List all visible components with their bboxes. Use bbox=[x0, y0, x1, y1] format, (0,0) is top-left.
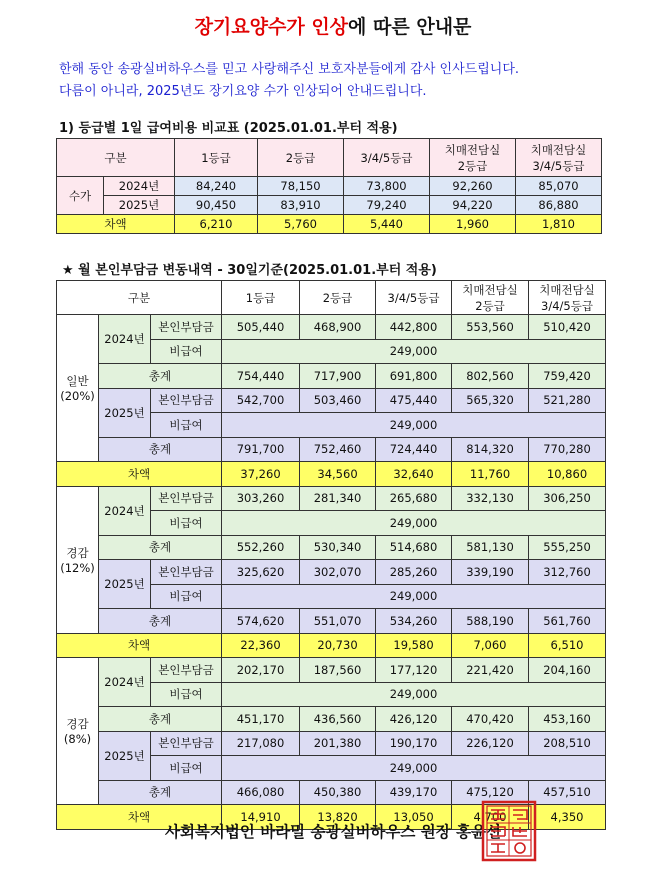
table-cell: 226,120 bbox=[452, 731, 529, 756]
diff-cell: 6,210 bbox=[175, 215, 258, 234]
table-cell: 505,440 bbox=[222, 315, 300, 340]
header-grade345: 3/4/5등급 bbox=[376, 281, 452, 315]
table-cell: 86,880 bbox=[516, 196, 602, 215]
total-cell: 457,510 bbox=[529, 780, 606, 805]
table-cell: 73,800 bbox=[344, 177, 430, 196]
diff-cell: 5,760 bbox=[258, 215, 344, 234]
total-label: 총계 bbox=[99, 364, 222, 389]
copay-label: 본인부담금 bbox=[151, 388, 222, 413]
table-cell: 79,240 bbox=[344, 196, 430, 215]
diff-cell: 20,730 bbox=[300, 633, 376, 658]
table-cell: 190,170 bbox=[376, 731, 452, 756]
year-label: 2024년 bbox=[99, 486, 151, 535]
group-label: 경감 (8%) bbox=[57, 658, 99, 805]
diff-cell: 14,910 bbox=[222, 805, 300, 830]
table-cell: 92,260 bbox=[430, 177, 516, 196]
total-cell: 436,560 bbox=[300, 707, 376, 732]
total-cell: 552,260 bbox=[222, 535, 300, 560]
fee-comparison-table bbox=[56, 138, 602, 234]
diff-cell: 4,350 bbox=[529, 805, 606, 830]
header-dementia-grade345: 치매전담실 3/4/5등급 bbox=[529, 281, 606, 315]
table-cell: 285,260 bbox=[376, 560, 452, 585]
table-cell: 303,260 bbox=[222, 486, 300, 511]
total-cell: 802,560 bbox=[452, 364, 529, 389]
total-cell: 439,170 bbox=[376, 780, 452, 805]
noncovered-label: 비급여 bbox=[151, 511, 222, 536]
table-cell: 90,450 bbox=[175, 196, 258, 215]
noncovered-label: 비급여 bbox=[151, 413, 222, 438]
header-dementia-grade2: 치매전담실 2등급 bbox=[452, 281, 529, 315]
total-cell: 588,190 bbox=[452, 609, 529, 634]
total-cell: 574,620 bbox=[222, 609, 300, 634]
total-cell: 791,700 bbox=[222, 437, 300, 462]
table-cell: 201,380 bbox=[300, 731, 376, 756]
copay-label: 본인부담금 bbox=[151, 658, 222, 683]
copay-label: 본인부담금 bbox=[151, 731, 222, 756]
total-label: 총계 bbox=[99, 535, 222, 560]
year-label: 2024년 bbox=[99, 658, 151, 707]
total-cell: 534,260 bbox=[376, 609, 452, 634]
table-cell: 332,130 bbox=[452, 486, 529, 511]
table-cell: 208,510 bbox=[529, 731, 606, 756]
noncovered-label: 비급여 bbox=[151, 584, 222, 609]
noncovered-label: 비급여 bbox=[151, 756, 222, 781]
table-cell: 281,340 bbox=[300, 486, 376, 511]
year-label: 2025년 bbox=[99, 560, 151, 609]
total-cell: 475,120 bbox=[452, 780, 529, 805]
table-cell: 565,320 bbox=[452, 388, 529, 413]
diff-cell: 37,260 bbox=[222, 462, 300, 487]
intro-line-1: 한해 동안 송광실버하우스를 믿고 사랑해주신 보호자분들에게 감사 인사드립니다. bbox=[59, 62, 520, 77]
diff-label: 차액 bbox=[57, 633, 222, 658]
table-cell: 325,620 bbox=[222, 560, 300, 585]
table-cell: 510,420 bbox=[529, 315, 606, 340]
intro-line-2: 다름이 아니라, 2025년도 장기요양 수가 인상되어 안내드립니다. bbox=[59, 84, 427, 99]
total-label: 총계 bbox=[99, 437, 222, 462]
section1-heading: 1) 등급별 1일 급여비용 비교표 (2025.01.01.부터 적용) bbox=[59, 121, 398, 136]
monthly-copay-table bbox=[56, 280, 606, 830]
notice-title: 장기요양수가 인상에 따른 안내문 bbox=[194, 16, 472, 38]
total-cell: 453,160 bbox=[529, 707, 606, 732]
table-cell: 312,760 bbox=[529, 560, 606, 585]
table-cell: 187,560 bbox=[300, 658, 376, 683]
header-category: 구분 bbox=[57, 139, 175, 177]
table-cell: 202,170 bbox=[222, 658, 300, 683]
table-cell: 302,070 bbox=[300, 560, 376, 585]
total-cell: 717,900 bbox=[300, 364, 376, 389]
table-cell: 94,220 bbox=[430, 196, 516, 215]
header-grade345: 3/4/5등급 bbox=[344, 139, 430, 177]
diff-label: 차액 bbox=[57, 462, 222, 487]
section2-heading: ★ 월 본인부담금 변동내역 - 30일기준(2025.01.01.부터 적용) bbox=[62, 263, 437, 278]
noncovered-cell: 249,000 bbox=[222, 756, 606, 781]
table-cell: 217,080 bbox=[222, 731, 300, 756]
total-label: 총계 bbox=[99, 707, 222, 732]
noncovered-cell: 249,000 bbox=[222, 682, 606, 707]
table-cell: 83,910 bbox=[258, 196, 344, 215]
total-cell: 466,080 bbox=[222, 780, 300, 805]
table-cell: 177,120 bbox=[376, 658, 452, 683]
diff-cell: 10,860 bbox=[529, 462, 606, 487]
diff-cell: 34,560 bbox=[300, 462, 376, 487]
diff-cell: 7,060 bbox=[452, 633, 529, 658]
total-cell: 450,380 bbox=[300, 780, 376, 805]
table-cell: 542,700 bbox=[222, 388, 300, 413]
total-cell: 561,760 bbox=[529, 609, 606, 634]
table-cell: 475,440 bbox=[376, 388, 452, 413]
diff-cell: 5,440 bbox=[344, 215, 430, 234]
total-cell: 691,800 bbox=[376, 364, 452, 389]
header-category: 구분 bbox=[57, 281, 222, 315]
total-cell: 514,680 bbox=[376, 535, 452, 560]
diff-cell: 11,760 bbox=[452, 462, 529, 487]
noncovered-cell: 249,000 bbox=[222, 339, 606, 364]
total-cell: 470,420 bbox=[452, 707, 529, 732]
total-cell: 581,130 bbox=[452, 535, 529, 560]
diff-cell: 22,360 bbox=[222, 633, 300, 658]
header-grade2: 2등급 bbox=[258, 139, 344, 177]
total-cell: 555,250 bbox=[529, 535, 606, 560]
year-label: 2024년 bbox=[104, 177, 175, 196]
table-cell: 78,150 bbox=[258, 177, 344, 196]
header-grade1: 1등급 bbox=[175, 139, 258, 177]
diff-cell: 1,810 bbox=[516, 215, 602, 234]
total-cell: 754,440 bbox=[222, 364, 300, 389]
signature-line: 사회복지법인 바라밀 송광실버하우스 원장 홍윤선 bbox=[164, 823, 502, 841]
official-seal-icon bbox=[481, 800, 537, 862]
copay-label: 본인부담금 bbox=[151, 486, 222, 511]
table-cell: 84,240 bbox=[175, 177, 258, 196]
copay-label: 본인부담금 bbox=[151, 315, 222, 340]
noncovered-label: 비급여 bbox=[151, 339, 222, 364]
year-label: 2025년 bbox=[99, 731, 151, 780]
diff-label: 차액 bbox=[57, 805, 222, 830]
table-cell: 221,420 bbox=[452, 658, 529, 683]
total-cell: 752,460 bbox=[300, 437, 376, 462]
total-cell: 451,170 bbox=[222, 707, 300, 732]
table-cell: 204,160 bbox=[529, 658, 606, 683]
diff-cell: 6,510 bbox=[529, 633, 606, 658]
table-cell: 339,190 bbox=[452, 560, 529, 585]
group-label: 일반 (20%) bbox=[57, 315, 99, 462]
table-cell: 468,900 bbox=[300, 315, 376, 340]
noncovered-label: 비급여 bbox=[151, 682, 222, 707]
total-label: 총계 bbox=[99, 780, 222, 805]
total-cell: 759,420 bbox=[529, 364, 606, 389]
diff-cell: 19,580 bbox=[376, 633, 452, 658]
year-label: 2025년 bbox=[99, 388, 151, 437]
diff-cell: 13,050 bbox=[376, 805, 452, 830]
table-cell: 442,800 bbox=[376, 315, 452, 340]
total-label: 총계 bbox=[99, 609, 222, 634]
copay-label: 본인부담금 bbox=[151, 560, 222, 585]
total-cell: 530,340 bbox=[300, 535, 376, 560]
year-label: 2025년 bbox=[104, 196, 175, 215]
total-cell: 814,320 bbox=[452, 437, 529, 462]
table-cell: 265,680 bbox=[376, 486, 452, 511]
diff-cell: 32,640 bbox=[376, 462, 452, 487]
diff-label: 차액 bbox=[57, 215, 175, 234]
table-cell: 85,070 bbox=[516, 177, 602, 196]
diff-cell: 1,960 bbox=[430, 215, 516, 234]
header-grade1: 1등급 bbox=[222, 281, 300, 315]
table-cell: 306,250 bbox=[529, 486, 606, 511]
header-grade2: 2등급 bbox=[300, 281, 376, 315]
highlight-word: 인상 bbox=[311, 16, 349, 38]
total-cell: 770,280 bbox=[529, 437, 606, 462]
fee-label: 수가 bbox=[57, 177, 104, 215]
diff-cell: 13,820 bbox=[300, 805, 376, 830]
total-cell: 724,440 bbox=[376, 437, 452, 462]
total-cell: 426,120 bbox=[376, 707, 452, 732]
diff-cell: 4,700 bbox=[452, 805, 529, 830]
noncovered-cell: 249,000 bbox=[222, 511, 606, 536]
header-dementia-grade345: 치매전담실 3/4/5등급 bbox=[516, 139, 602, 177]
table-cell: 503,460 bbox=[300, 388, 376, 413]
noncovered-cell: 249,000 bbox=[222, 584, 606, 609]
table-cell: 553,560 bbox=[452, 315, 529, 340]
year-label: 2024년 bbox=[99, 315, 151, 364]
header-dementia-grade2: 치매전담실 2등급 bbox=[430, 139, 516, 177]
total-cell: 551,070 bbox=[300, 609, 376, 634]
group-label: 경감 (12%) bbox=[57, 486, 99, 633]
table-cell: 521,280 bbox=[529, 388, 606, 413]
noncovered-cell: 249,000 bbox=[222, 413, 606, 438]
